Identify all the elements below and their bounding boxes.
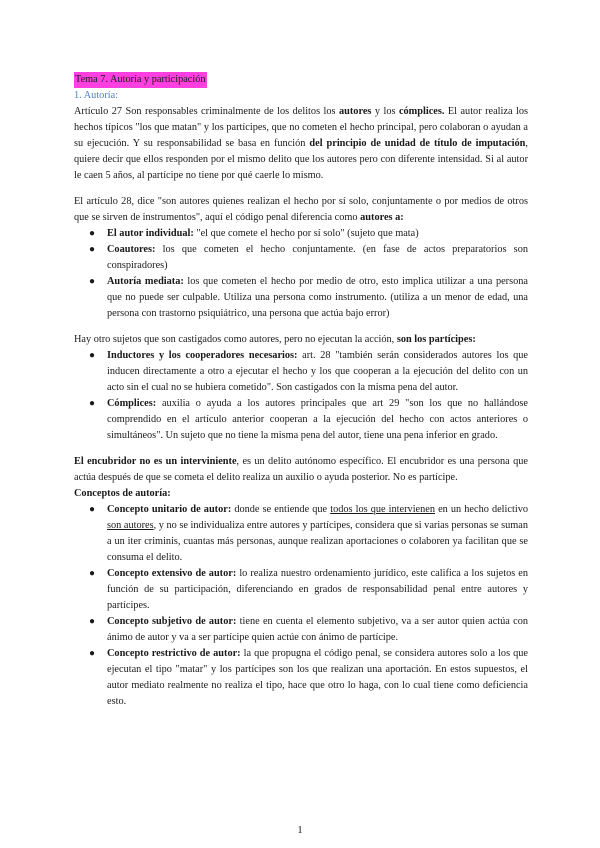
list-item: ● Autoría mediata: los que cometen el hecho por medio de otro, esto implica utilizar a una persona que no puede ser culpable. Utiliza una persona como instrumento. (utiliza a un menor de edad, una persona con trastorno psiquiátrico, una persona que actúa bajo error) bbox=[89, 276, 528, 319]
list-item: ● Coautores: los que cometen el hecho conjuntamente. (en fase de actos preparatorios son conspiradores) bbox=[89, 244, 528, 271]
bullet-icon: ● bbox=[89, 616, 96, 627]
paragraph-encubridor: El encubridor no es un interviniente, es un delito autónomo específico. El encubridor es una persona que actúa después de que se cometa el delito realiza un auxilio o ayuda posterior. No es partícipe. bbox=[74, 456, 528, 483]
document-page bbox=[74, 72, 528, 710]
list-item: ● Concepto subjetivo de autor: tiene en cuenta el elemento subjetivo, va a ser autor quien actúa con ánimo de autor y va a ser partícipe quien actúe con ánimo de partícipe. bbox=[89, 616, 528, 643]
list-autores bbox=[74, 226, 528, 322]
bullet-icon: ● bbox=[89, 504, 96, 515]
list-item: ● El autor individual: "el que comete el hecho por sí solo" (sujeto que mata) bbox=[74, 226, 528, 242]
bullet-icon: ● bbox=[89, 648, 96, 659]
paragraph-participes: Hay otro sujetos que son castigados como autores, pero no ejecutan la acción, son los partícipes: bbox=[74, 334, 476, 345]
bullet-icon: ● bbox=[89, 276, 96, 287]
paragraph-articulo-27: Artículo 27 Son responsables criminalmente de los delitos los autores y los cómplices. El autor realiza los hechos típicos "los que matan" y los partícipes, que no cometen el hecho principal, pero colaboran o ayudan a su ejecución. Y su responsabilidad se basa en función del principio de unidad de título de imputación, quiere decir que ellos responden por el mismo delito que los autores pero con diferente intensidad. Si al autor le caen 5 años, al partícipe no tiene por qué caerle lo mismo. bbox=[74, 106, 528, 181]
bullet-icon: ● bbox=[89, 244, 96, 255]
bullet-icon: ● bbox=[89, 228, 96, 239]
document-title: Tema 7. Autoría y participación bbox=[74, 72, 207, 88]
paragraph-articulo-28: El artículo 28, dice "son autores quienes realizan el hecho por sí solo, conjuntamente o por medios de otros que se sirven de instrumentos", aquí el código penal diferencia como autores a: bbox=[74, 196, 528, 223]
list-conceptos bbox=[74, 502, 528, 710]
list-item: ● Cómplices: auxilia o ayuda a los autores principales que art 29 "son los que no hallándose comprendido en el artículo anterior cooperan a la ejecución del hecho con actos anteriores o simultáneos". Un sujeto que no tiene la misma pena del autor, tiene una pena inferior en grado. bbox=[89, 398, 528, 441]
bullet-icon: ● bbox=[89, 568, 96, 579]
list-participes bbox=[74, 348, 528, 444]
section-heading-autoria: 1. Autoría: bbox=[74, 90, 119, 101]
list-item: ● Concepto unitario de autor: donde se entiende que todos los que intervienen en un hecho delictivo son autores, y no se individualiza entre autores y partícipes, considera que si varias personas se suman a un iter criminis, cuantas más personas, aunque realizan aportaciones o colaboren ya facilitan que se consuma el delito. bbox=[89, 504, 528, 563]
list-item: ● Inductores y los cooperadores necesarios: art. 28 "también serán considerados autores los que inducen directamente a otro a ejecutar el hecho y los que cooperan a la ejecución del delito con un acto sin el cual no se hubiera cometido". Son castigados con la misma pena del autor. bbox=[89, 350, 529, 393]
bullet-icon: ● bbox=[89, 398, 96, 409]
list-item: ● Concepto restrictivo de autor: la que propugna el código penal, se considera autores solo a los que ejecutan el tipo "matar" y los partícipes son los que realizan una aportación. En estos supuestos, el autor mediato realmente no realiza el tipo, hace que otro lo haga, con lo cual tiene como deficiencia esto. bbox=[89, 648, 528, 707]
list-item: ● Concepto extensivo de autor: lo realiza nuestro ordenamiento jurídico, este califica a los sujetos en función de su participación, diferenciando en grados de responsabilidad penal entre autores y partícipes. bbox=[89, 568, 528, 611]
page-number: 1 bbox=[297, 824, 303, 836]
bullet-icon: ● bbox=[89, 350, 96, 361]
concepts-heading: Conceptos de autoría: bbox=[74, 488, 171, 499]
